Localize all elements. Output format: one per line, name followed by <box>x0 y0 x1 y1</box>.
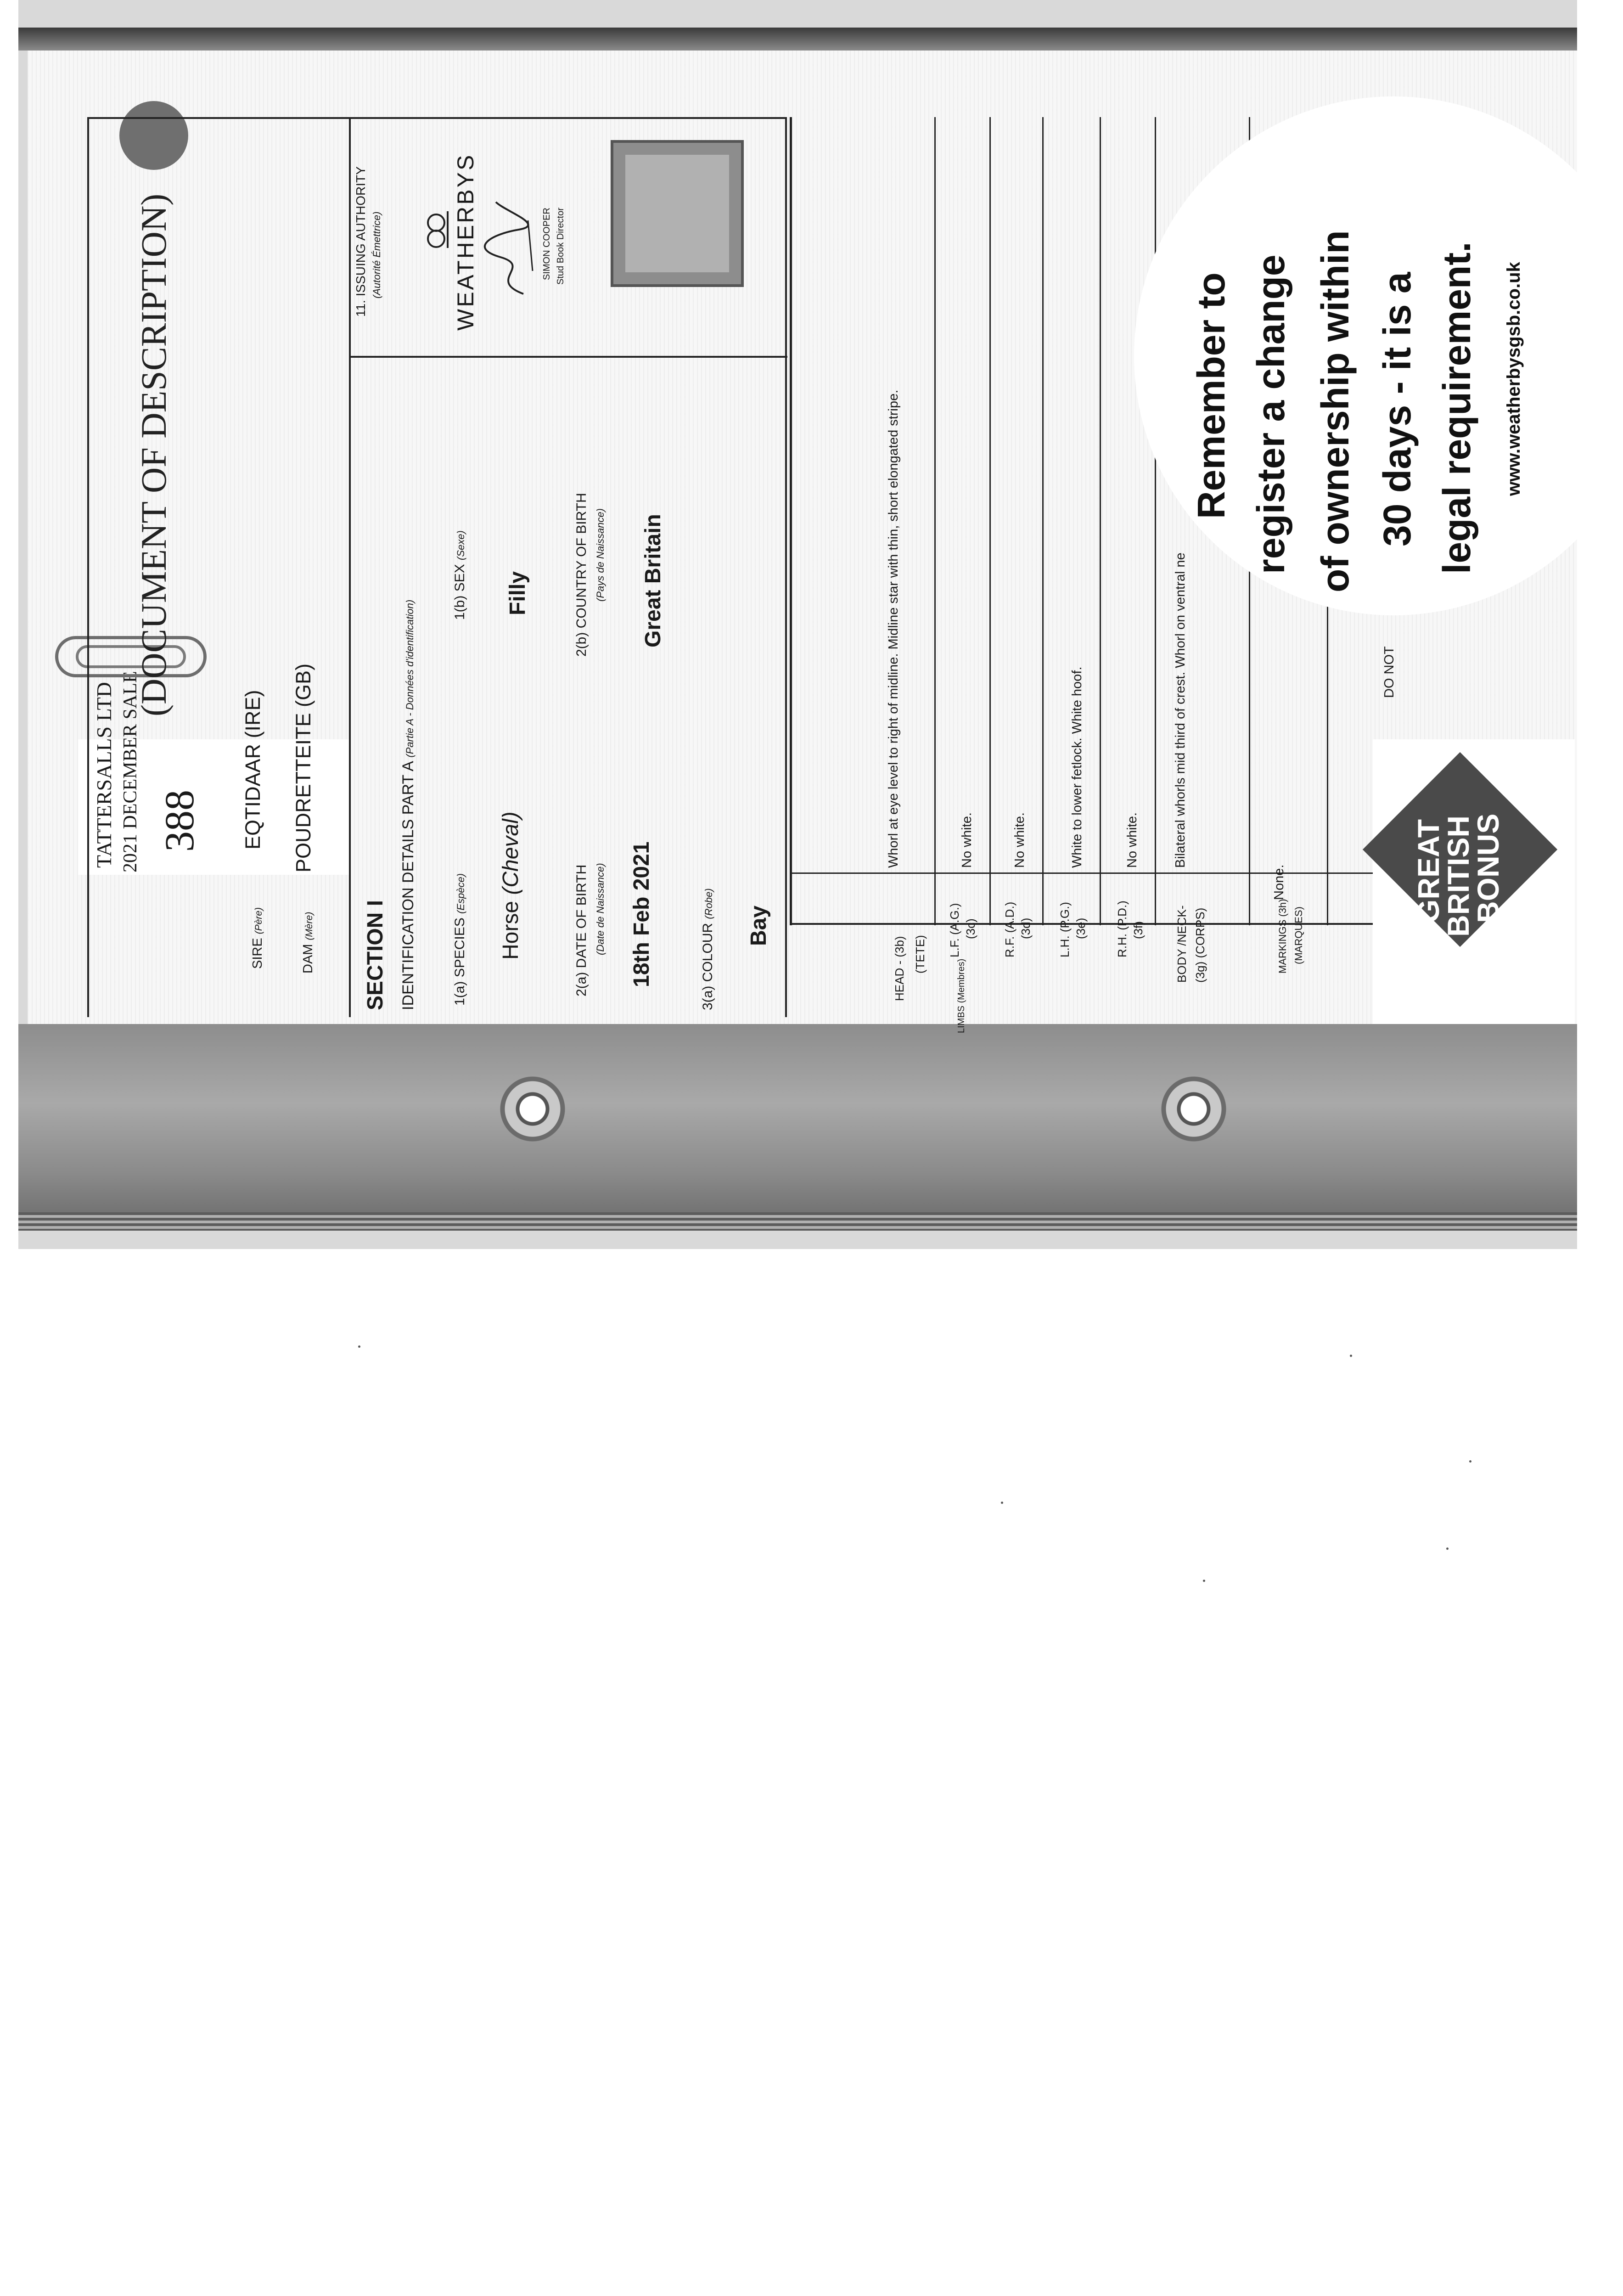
body-label: BODY /NECK- <box>1175 905 1189 983</box>
lh-code: (3e) <box>1074 917 1088 939</box>
lot-company: TATTERSALLS LTD <box>92 682 116 868</box>
lh-label: L.H. (P.G.) <box>1058 902 1072 957</box>
body-code: (3g) (CORPS) <box>1193 907 1207 983</box>
folder-binding-strip <box>18 1024 1577 1221</box>
signatory-title: Stud Book Director <box>556 208 566 285</box>
sire-label: SIRE (Père) <box>250 907 265 969</box>
row-divider-1 <box>934 117 936 925</box>
promo-line-3: of ownership within <box>1314 230 1357 592</box>
limbs-label: LIMBS (Membres) <box>956 958 966 1033</box>
form-border-right <box>785 117 787 1017</box>
species-value: Horse (Cheval) <box>499 811 523 960</box>
markings-label-fr: (MARQUES) <box>1293 906 1304 964</box>
badge-line-2: BRITISH <box>1441 816 1475 937</box>
binder-eyelet-left <box>498 1075 567 1143</box>
section-divider <box>349 117 351 1017</box>
markings-border-left <box>790 117 792 925</box>
lf-label: L.F. (A.G.) <box>948 903 961 957</box>
cob-label-fr: (Pays de Naissance) <box>595 508 606 602</box>
body-value: Bilateral whorls mid third of crest. Whorl on ventral ne <box>1173 552 1188 868</box>
markings-value: None. <box>1272 864 1286 900</box>
sex-value: Filly <box>505 571 530 615</box>
row-divider-5 <box>1155 117 1156 925</box>
folder-top-edge <box>18 28 1577 51</box>
rh-value: No white. <box>1125 812 1140 868</box>
section-subtitle: IDENTIFICATION DETAILS PART A (Partie A - Données d'identification) <box>399 599 417 1010</box>
section-title: SECTION I <box>363 900 387 1010</box>
sex-label: 1(b) SEX (Sexe) <box>452 530 467 620</box>
do-not-text: DO NOT <box>1382 646 1397 698</box>
folder-page-edges <box>18 1212 1577 1231</box>
promo-line-2: register a change <box>1249 254 1292 574</box>
cob-value: Great Britain <box>641 514 665 647</box>
head-label-fr: (TETE) <box>913 935 927 974</box>
rh-label: R.H. (P.D.) <box>1115 900 1129 957</box>
signatory-name: SIMON COOPER <box>542 208 552 280</box>
head-label: HEAD - (3b) <box>893 936 906 1001</box>
promo-line-5: legal requirement. <box>1435 242 1478 574</box>
rf-label: R.F. (A.D.) <box>1003 901 1016 957</box>
dob-label-fr: (Date de Naissance) <box>595 863 606 955</box>
authority-divider <box>349 356 787 358</box>
signature-icon <box>477 197 542 298</box>
dam-label: DAM (Mère) <box>301 912 315 974</box>
promo-url: www.weatherbysgsb.co.uk <box>1504 262 1524 496</box>
document-title: (DOCUMENT OF DESCRIPTION) <box>134 193 174 716</box>
promo-line-1: Remember to <box>1190 272 1233 519</box>
rf-value: No white. <box>1012 812 1027 868</box>
row-divider-4 <box>1100 117 1101 925</box>
lf-code: (3c) <box>964 918 977 939</box>
badge-line-1: GREAT <box>1411 819 1445 923</box>
markings-label-divider <box>792 872 1389 874</box>
colour-value: Bay <box>747 905 771 946</box>
rh-code: (3f) <box>1131 921 1145 939</box>
colour-label: 3(a) COLOUR (Robe) <box>700 888 715 1010</box>
hole-punch <box>119 101 188 170</box>
authority-label: 11. ISSUING AUTHORITY <box>354 166 368 317</box>
dob-value: 18th Feb 2021 <box>629 841 654 987</box>
dam-value: POUDRETTEITE (GB) <box>292 663 315 872</box>
head-value: Whorl at eye level to right of midline. Midline star with thin, short elongated stripe. <box>886 389 901 868</box>
row-divider-2 <box>989 117 991 925</box>
lot-number: 388 <box>157 790 202 852</box>
authority-org: WEATHERBYS <box>453 153 478 331</box>
authority-label-fr: (Autorité Émettrice) <box>371 211 382 298</box>
cob-label: 2(b) COUNTRY OF BIRTH <box>574 493 589 657</box>
weatherbys-crest-icon <box>420 202 452 257</box>
rf-code: (3d) <box>1019 917 1033 939</box>
markings-label: MARKINGS (3h) <box>1277 899 1288 974</box>
form-border-left <box>87 117 89 1017</box>
sire-value: EQTIDAAR (IRE) <box>241 690 264 850</box>
badge-line-3: BONUS <box>1471 813 1505 923</box>
species-label: 1(a) SPECIES (Espèce) <box>452 873 467 1006</box>
lh-value: White to lower fetlock. White hoof. <box>1070 666 1084 868</box>
dob-label: 2(a) DATE OF BIRTH <box>574 864 589 996</box>
official-stamp <box>611 140 744 287</box>
binder-eyelet-right <box>1159 1075 1228 1143</box>
row-divider-3 <box>1042 117 1044 925</box>
form-border-top <box>87 117 785 119</box>
promo-line-4: 30 days - it is a <box>1376 272 1419 546</box>
lf-value: No white. <box>960 812 974 868</box>
lot-sale: 2021 DECEMBER SALE <box>120 671 141 872</box>
